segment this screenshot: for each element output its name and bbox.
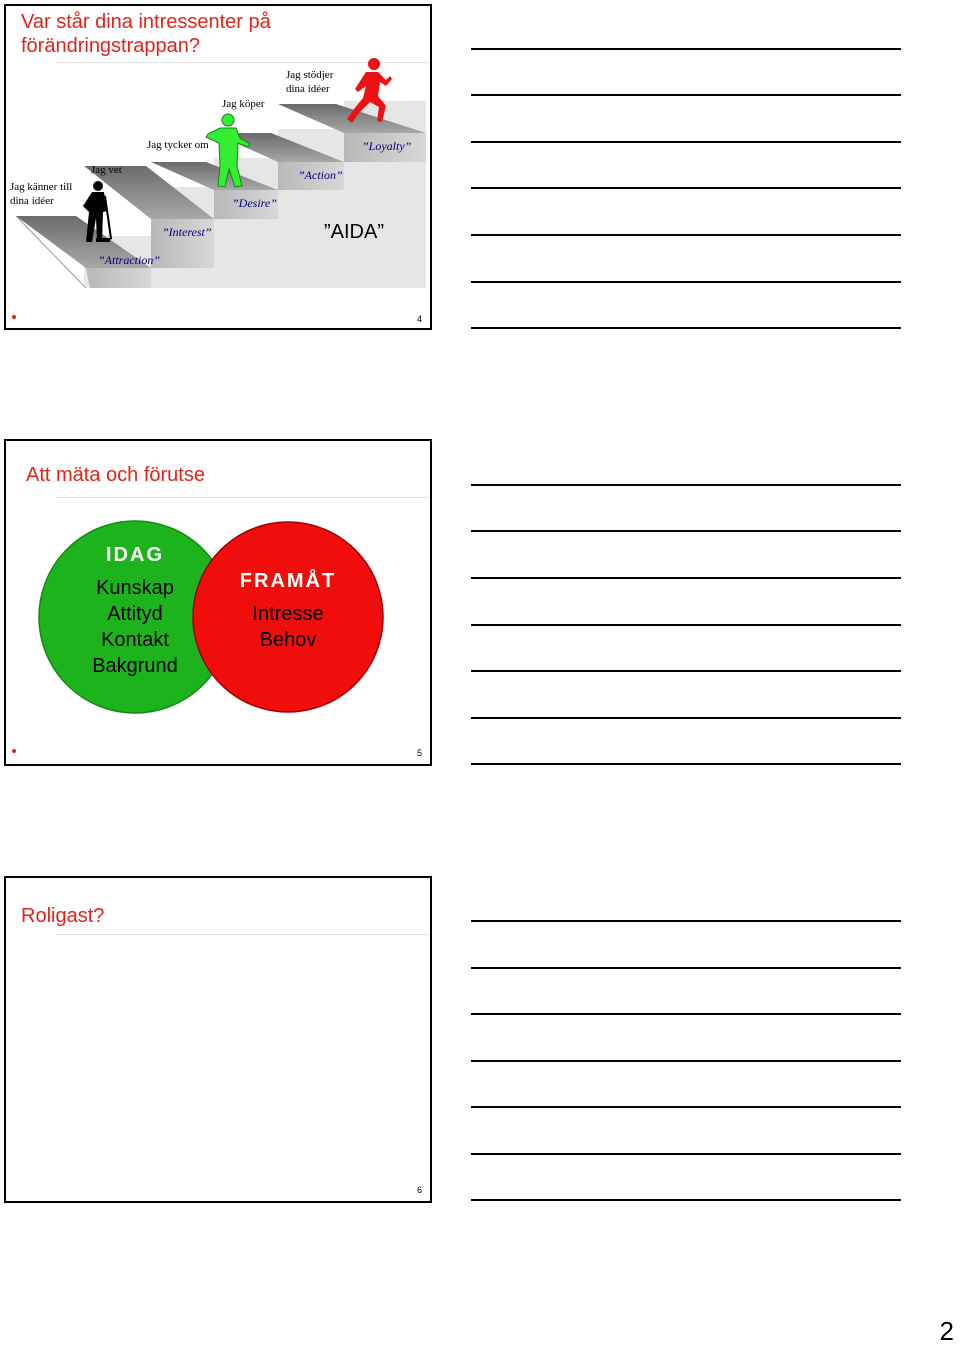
slide-bullet xyxy=(12,315,16,319)
label-jag-vet: Jag vet xyxy=(91,164,122,176)
note-line xyxy=(471,920,901,922)
stage-action: ”Action” xyxy=(298,168,343,182)
note-line xyxy=(471,717,901,719)
slide-number: 6 xyxy=(416,1185,422,1195)
note-line xyxy=(471,530,901,532)
label-jag-tycker-om: Jag tycker om xyxy=(147,139,209,151)
label-jag-stodjer-line-1: Jag stödjer xyxy=(286,69,334,81)
note-line xyxy=(471,484,901,486)
note-line xyxy=(471,327,901,329)
left-circle-item: Kunskap xyxy=(96,577,174,599)
right-circle-item: Intresse xyxy=(252,603,324,625)
stage-attraction: ”Attraction” xyxy=(98,253,161,267)
left-circle-item: Kontakt xyxy=(101,629,169,651)
note-line xyxy=(471,187,901,189)
staircase-diagram xyxy=(6,6,430,328)
label-jag-kanner-line-1: Jag känner till xyxy=(10,181,73,193)
slide-4 xyxy=(4,4,432,330)
right-circle-text xyxy=(208,567,368,653)
note-line xyxy=(471,967,901,969)
note-line xyxy=(471,1106,901,1108)
right-circle-item: Behov xyxy=(259,629,317,651)
slide-title-line-2: förändringstrappan? xyxy=(21,35,201,57)
slide-title: Roligast? xyxy=(21,905,105,927)
stage-desire: ”Desire” xyxy=(232,196,277,210)
left-circle-item: Bakgrund xyxy=(92,655,178,677)
note-line xyxy=(471,1060,901,1062)
note-line xyxy=(471,577,901,579)
note-line xyxy=(471,1013,901,1015)
slide-bullet xyxy=(12,749,16,753)
stage-interest: ”Interest” xyxy=(162,225,212,239)
note-line xyxy=(471,763,901,765)
slide-title-line-1: Var står dina intressenter på xyxy=(21,11,271,33)
stage-loyalty: ”Loyalty” xyxy=(362,139,412,153)
note-line xyxy=(471,1153,901,1155)
slide-6 xyxy=(4,876,432,1203)
note-line xyxy=(471,624,901,626)
note-line xyxy=(471,1199,901,1201)
slide-title: Att mäta och förutse xyxy=(26,464,205,486)
right-circle-heading: FRAMÅT xyxy=(239,570,337,592)
note-line xyxy=(471,234,901,236)
stair-riser-1 xyxy=(86,268,151,288)
left-circle-item: Attityd xyxy=(107,603,163,625)
slide-number: 5 xyxy=(416,748,422,758)
label-jag-kanner-line-2: dina idéer xyxy=(10,195,54,207)
note-line xyxy=(471,670,901,672)
title-rule xyxy=(56,934,430,935)
note-line xyxy=(471,48,901,50)
note-line xyxy=(471,94,901,96)
slide-5 xyxy=(4,439,432,766)
note-line xyxy=(471,281,901,283)
page-number: 2 xyxy=(939,1316,954,1346)
left-circle-heading: IDAG xyxy=(106,544,164,566)
note-line xyxy=(471,141,901,143)
label-jag-stodjer-line-2: dina idéer xyxy=(286,83,330,95)
left-circle-text xyxy=(55,541,215,679)
aida-label: ”AIDA” xyxy=(324,221,384,243)
label-jag-koper: Jag köper xyxy=(222,98,265,110)
black-figure-icon xyxy=(83,181,112,242)
slide-number: 4 xyxy=(416,314,422,324)
